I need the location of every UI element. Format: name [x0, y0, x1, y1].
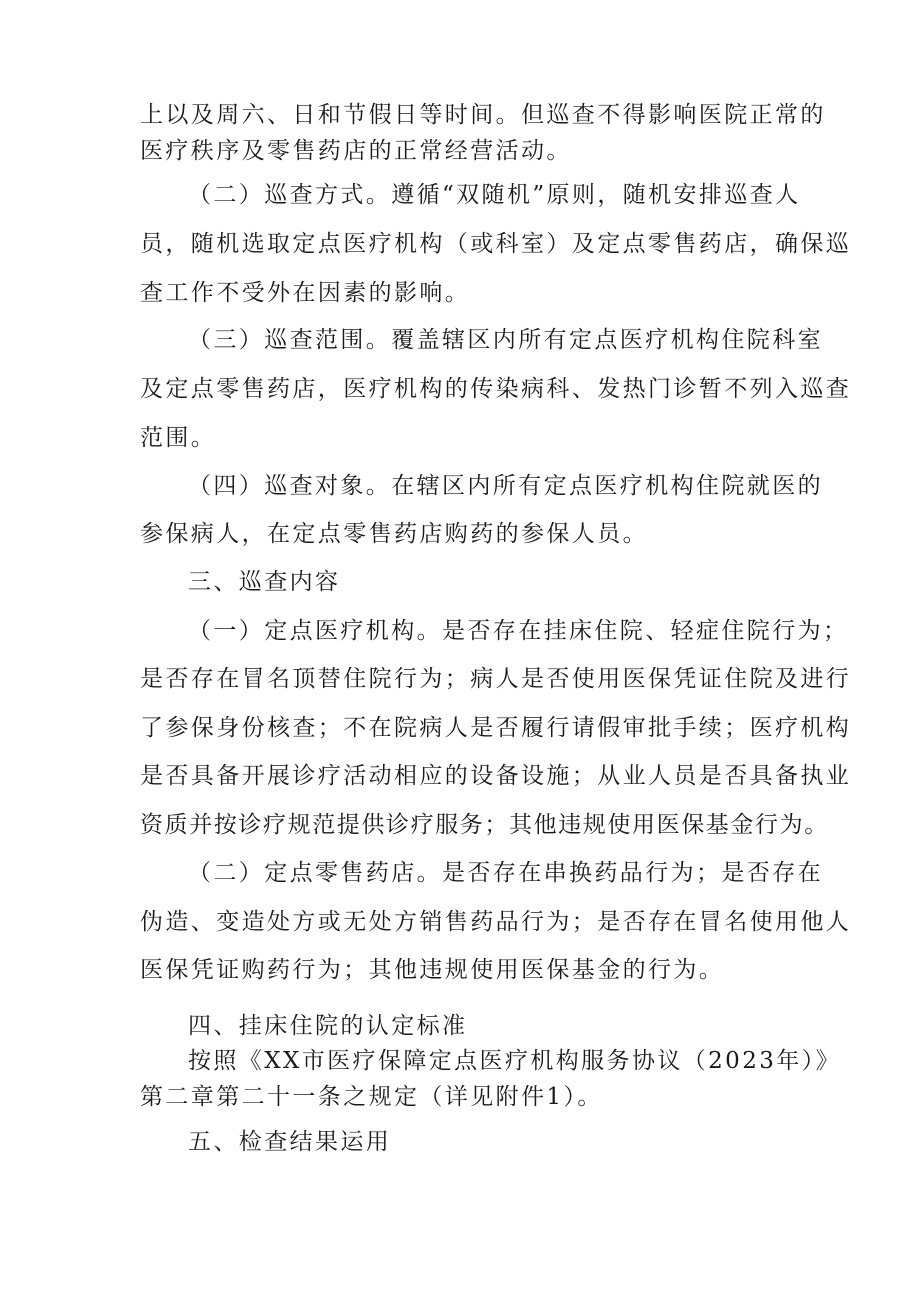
text-line: 上以及周六、日和节假日等时间。但巡查不得影响医院正常的 — [140, 102, 826, 128]
text-line: 查工作不受外在因素的影响。 — [140, 280, 471, 306]
section-heading: 三、巡查内容 — [188, 569, 341, 595]
text-line: 按照《XX市医疗保障定点医疗机构服务协议（2023年）》 — [188, 1048, 841, 1074]
text-line: 资质并按诊疗规范提供诊疗服务；其他违规使用医保基金行为。 — [140, 812, 829, 838]
text-line: 医保凭证购药行为；其他违规使用医保基金的行为。 — [140, 957, 725, 983]
text-line: 医疗秩序及零售药店的正常经营活动。 — [140, 138, 572, 164]
text-line: 伪造、变造处方或无处方销售药品行为；是否存在冒名使用他人 — [140, 909, 852, 935]
text-line: （四）巡查对象。在辖区内所有定点医疗机构住院就医的 — [188, 473, 823, 499]
text-line: 是否具备开展诊疗活动相应的设备设施；从业人员是否具备执业 — [140, 763, 852, 789]
text-line: 是否存在冒名顶替住院行为；病人是否使用医保凭证住院及进行 — [140, 666, 852, 692]
text-line: 第二章第二十一条之规定（详见附件1）。 — [140, 1084, 603, 1110]
text-line: 员，随机选取定点医疗机构（或科室）及定点零售药店，确保巡 — [140, 231, 852, 257]
text-line: 及定点零售药店，医疗机构的传染病科、发热门诊暂不列入巡查 — [140, 376, 852, 402]
text-line: 了参保身份核查；不在院病人是否履行请假审批手续；医疗机构 — [140, 715, 852, 741]
text-line: （一）定点医疗机构。是否存在挂床住院、轻症住院行为； — [188, 618, 849, 644]
text-line: 参保病人，在定点零售药店购药的参保人员。 — [140, 521, 648, 547]
text-line: （二）巡查方式。遵循“双随机”原则，随机安排巡查人 — [188, 182, 801, 208]
text-line: （二）定点零售药店。是否存在串换药品行为；是否存在 — [188, 860, 823, 886]
text-line: （三）巡查范围。覆盖辖区内所有定点医疗机构住院科室 — [188, 327, 823, 353]
section-heading: 五、检查结果运用 — [188, 1129, 392, 1155]
section-heading: 四、挂床住院的认定标准 — [188, 1013, 468, 1039]
text-line: 范围。 — [140, 425, 217, 451]
